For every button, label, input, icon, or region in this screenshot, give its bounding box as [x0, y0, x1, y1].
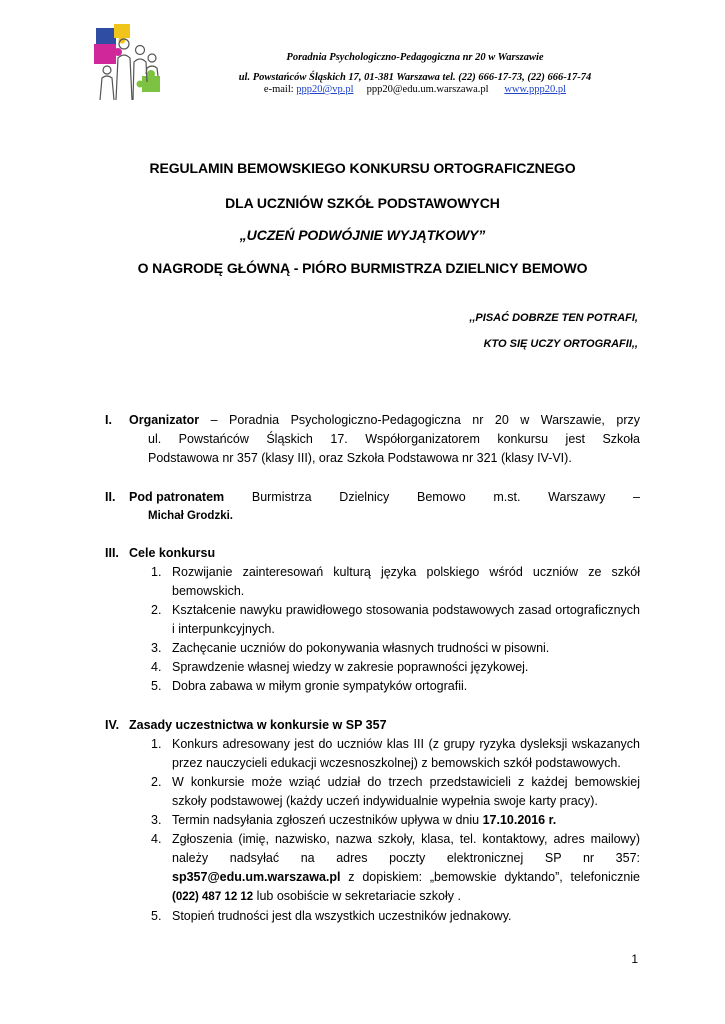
motto-line-1: ,,PISAĆ DOBRZE TEN POTRAFI, — [469, 312, 638, 324]
section-text: ul. Powstańców Śląskich 17. Współorganizatorem konkursu jest Szkoła — [148, 432, 640, 446]
section-text: Podstawowa nr 357 (klasy III), oraz Szkoła Podstawowa nr 321 (klasy IV-VI). — [148, 451, 572, 465]
section-goals — [105, 544, 640, 696]
section-heading: Zasady uczestnictwa w konkursie w SP 357 — [129, 718, 387, 732]
list-item: 4. Zgłoszenia (imię, nazwisko, nazwa szkoły, klasa, tel. kontaktowy, adres mailowy) należy nadsyłać na adres poczty elektronicznej SP nr 357: sp357@edu.um.warszawa.pl z dopiskiem: „bemowskie dyktando”, telefonicznie (022) 487 12 12 lub osobiście w sekretariacie szkoły . — [151, 832, 640, 903]
email-link-1[interactable]: ppp20@vp.pl — [296, 84, 354, 95]
list-item: 3. Zachęcanie uczniów do pokonywania własnych trudności w pisowni. — [151, 641, 550, 655]
section-text: – Poradnia Psychologiczno-Pedagogiczna nr 20 w Warszawie, przy — [199, 413, 640, 427]
logo-puzzle-yellow — [114, 24, 130, 38]
page-number: 1 — [631, 952, 638, 966]
section-heading: Cele konkursu — [129, 546, 216, 560]
list-item: 1. Konkurs adresowany jest do uczniów klas III (z grupy ryzyka dysleksji wskazanych przez nauczycieli edukacji wczesnoszkolnej) z bemowskich szkół podstawowych. — [151, 737, 640, 770]
rules-list — [105, 735, 640, 926]
logo-puzzle-magenta — [94, 44, 116, 64]
section-number: IV. — [105, 718, 120, 732]
logo-puzzle-green — [142, 76, 160, 92]
patronage-word: Bemowo — [417, 490, 466, 504]
list-item: 2. Kształcenie nawyku prawidłowego stosowania podstawowych zasad ortograficznych i interpunkcyjnych. — [151, 603, 640, 636]
list-item: 4. Sprawdzenie własnej wiedzy w zakresie poprawności językowej. — [151, 660, 529, 674]
section-heading: Pod patronatem — [129, 490, 225, 504]
contest-email[interactable]: sp357@edu.um.warszawa.pl — [172, 870, 341, 884]
contest-phone: (022) 487 12 12 — [172, 891, 254, 903]
email-label: e-mail: — [263, 84, 294, 95]
clinic-logo — [94, 22, 164, 100]
patronage-word: Warszawy — [548, 490, 606, 504]
section-heading: Organizator — [129, 413, 200, 427]
list-item: 1. Rozwijanie zainteresowań kulturą języka polskiego wśród uczniów ze szkół bemowskich. — [151, 565, 640, 598]
header-institution-name: Poradnia Psychologiczno-Pedagogiczna nr 20 w Warszawie — [286, 52, 544, 63]
section-number: I. — [105, 413, 112, 427]
logo-puzzle-blue — [96, 28, 116, 46]
patron-name: Michał Grodzki. — [148, 510, 233, 522]
goals-list — [105, 563, 640, 696]
title-line-2: DLA UCZNIÓW SZKÓŁ PODSTAWOWYCH — [225, 195, 500, 211]
deadline-date: 17.10.2016 r. — [482, 813, 557, 827]
list-item: 5. Dobra zabawa w miłym gronie sympatyków ortografii. — [151, 679, 468, 693]
title-line-3: „UCZEŃ PODWÓJNIE WYJĄTKOWY” — [239, 227, 486, 243]
patronage-word: – — [633, 490, 640, 504]
header-address: ul. Powstańców Śląskich 17, 01-381 Warszawa tel. (22) 666-17-73, (22) 666-17-74 — [238, 72, 592, 83]
list-item: 3. Termin nadsyłania zgłoszeń uczestników upływa w dniu 17.10.2016 r. — [151, 813, 557, 827]
section-number: II. — [105, 490, 116, 504]
section-number: III. — [105, 546, 119, 560]
list-item: 5. Stopień trudności jest dla wszystkich uczestników jednakowy. — [151, 909, 512, 923]
patronage-word: Dzielnicy — [339, 490, 390, 504]
header-contact — [210, 84, 620, 96]
website-link[interactable]: www.ppp20.pl — [504, 84, 567, 95]
section-patronage — [105, 488, 640, 526]
patronage-word: Burmistrza — [251, 490, 312, 504]
email-2: ppp20@edu.um.warszawa.pl — [366, 84, 489, 95]
title-line-1: REGULAMIN BEMOWSKIEGO KONKURSU ORTOGRAFICZNEGO — [149, 160, 576, 176]
section-organizer — [105, 411, 640, 468]
list-item: 2. W konkursie może wziąć udział do trzech przedstawicieli z każdej bemowskiej szkoły podstawowej (każdy uczeń indywidualnie wypełnia swoje karty pracy). — [151, 775, 640, 808]
title-line-4: O NAGRODĘ GŁÓWNĄ - PIÓRO BURMISTRZA DZIELNICY BEMOWO — [137, 260, 588, 276]
section-participation-rules — [105, 716, 640, 926]
patronage-word: m.st. — [493, 490, 521, 504]
motto-line-2: KTO SIĘ UCZY ORTOGRAFII,, — [483, 338, 638, 350]
